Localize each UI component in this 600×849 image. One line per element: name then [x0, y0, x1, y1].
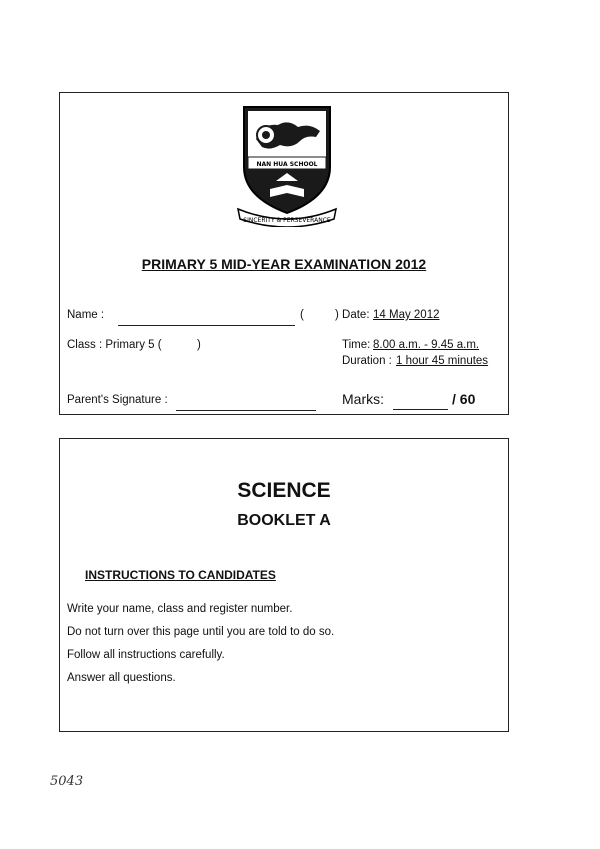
duration-value: 1 hour 45 minutes: [396, 355, 489, 367]
name-line[interactable]: [118, 308, 295, 326]
name-label: Name :: [67, 309, 105, 321]
instruction-item: Follow all instructions carefully.: [67, 649, 225, 661]
instructions-heading: INSTRUCTIONS TO CANDIDATES: [85, 568, 276, 582]
booklet-title: BOOKLET A: [237, 512, 331, 529]
exam-header-box: [59, 92, 509, 415]
instruction-item: Answer all questions.: [67, 672, 176, 684]
signature-line[interactable]: [176, 393, 316, 411]
time-value: 8.00 a.m. - 9.45 a.m.: [373, 339, 480, 351]
marks-label: Marks:: [342, 391, 384, 407]
instruction-item: Do not turn over this page until you are told to do so.: [67, 626, 335, 638]
duration-label: Duration :: [342, 355, 392, 367]
date-value: 14 May 2012: [373, 309, 440, 321]
crest-name-text: NAN HUA SCHOOL: [256, 161, 318, 168]
exam-title: PRIMARY 5 MID-YEAR EXAMINATION 2012: [141, 256, 427, 272]
marks-line[interactable]: [393, 392, 448, 410]
crest-motto-text: SINCERITY & PERSEVERANCE: [243, 217, 331, 224]
handwritten-number: 5043: [50, 774, 84, 789]
instruction-item: Write your name, class and register number.: [67, 603, 293, 615]
register-bracket-open: (: [300, 309, 304, 321]
marks-total: / 60: [452, 391, 476, 407]
subject-title: SCIENCE: [237, 479, 331, 502]
class-bracket-close: ): [197, 339, 201, 351]
time-label: Time:: [342, 339, 371, 351]
class-label: Class : Primary 5 (: [67, 339, 162, 351]
date-label: ) Date:: [335, 309, 370, 321]
signature-label: Parent's Signature :: [67, 394, 168, 406]
school-crest-icon: [236, 105, 338, 227]
instructions-box: [59, 438, 509, 732]
